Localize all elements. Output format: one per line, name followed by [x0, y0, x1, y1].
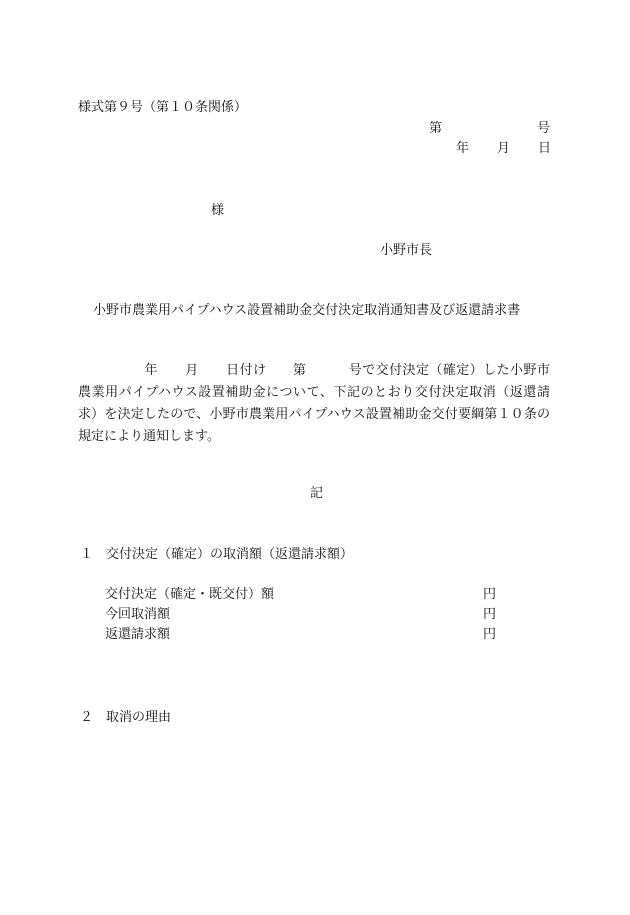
ki-heading: 記 — [310, 486, 324, 501]
section1-number: １ — [80, 547, 94, 562]
section2-heading: 取消の理由 — [106, 710, 172, 725]
sender-name: 小野市長 — [380, 243, 433, 258]
date-month: 月 — [497, 141, 511, 156]
body-day-suffix: 日付け — [225, 363, 267, 378]
amount-unit: 円 — [483, 587, 497, 602]
form-label: 様式第９号（第１０条関係） — [78, 100, 248, 115]
body-text: 号で交付決定（確定）した小野市農業用パイプハウス設置補助金について、下記のとおり交付決定取消（返還請求）を決定したので、小野市農業用パイプハウス設置補助金交付要綱第１０条の規定により通知します。 — [78, 363, 550, 444]
section1-heading: 交付決定（確定）の取消額（返還請求額） — [106, 547, 354, 562]
recipient-suffix: 様 — [211, 203, 225, 218]
document-title: 小野市農業用パイプハウス設置補助金交付決定取消通知書及び返還請求書 — [93, 303, 521, 318]
section2-number: ２ — [80, 710, 94, 725]
doc-number-prefix: 第 — [429, 121, 443, 136]
body-month: 月 — [184, 363, 199, 378]
body-number-prefix: 第 — [292, 363, 307, 378]
amount-label: 返還請求額 — [105, 627, 171, 642]
body-year: 年 — [144, 363, 158, 378]
body-paragraph — [78, 360, 550, 448]
amount-label: 交付決定（確定・既交付）額 — [105, 587, 275, 602]
doc-number-suffix: 号 — [537, 121, 551, 136]
date-day: 日 — [538, 141, 552, 156]
amount-label: 今回取消額 — [105, 607, 171, 622]
amount-unit: 円 — [483, 627, 497, 642]
date-year: 年 — [456, 141, 470, 156]
amount-unit: 円 — [483, 607, 497, 622]
